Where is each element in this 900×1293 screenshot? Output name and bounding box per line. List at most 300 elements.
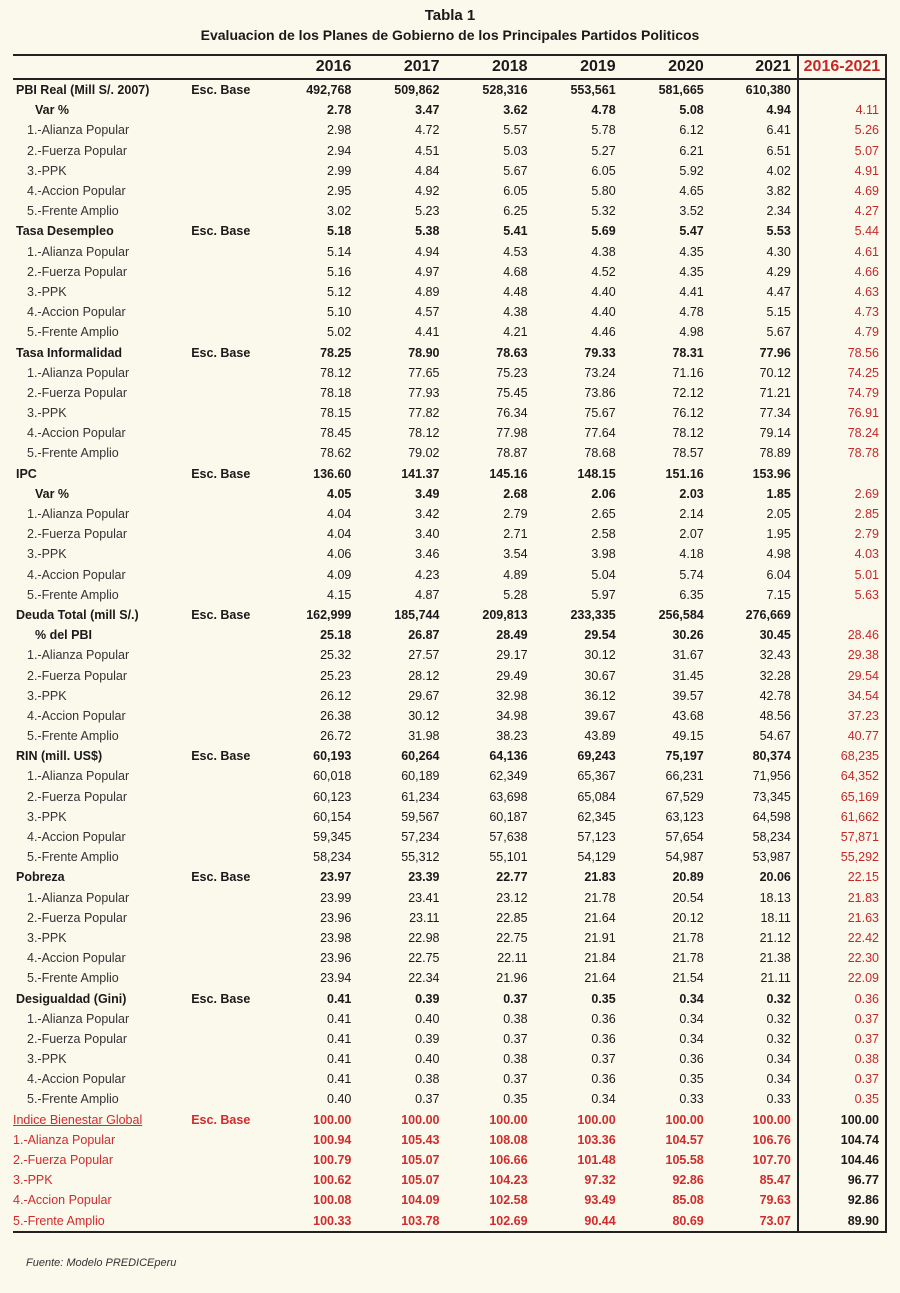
cell-value: 5.16: [327, 264, 352, 279]
row-label: 1.-Alianza Popular: [27, 648, 130, 663]
cell-value: 100.08: [313, 1193, 352, 1208]
cell-value: 0.34: [679, 991, 704, 1006]
cell-value: 21.96: [496, 971, 528, 986]
row-label: 3.-PPK: [27, 1052, 67, 1067]
cell-value: 21.64: [584, 971, 616, 986]
table-row: [13, 948, 886, 968]
cell-value: 54.67: [759, 729, 791, 744]
cell-value: 5.53: [766, 224, 791, 239]
scenario-label: [191, 383, 269, 403]
cell-value: 5.92: [679, 163, 704, 178]
cell-value: 4.53: [503, 244, 528, 259]
row-label: 2.-Fuerza Popular: [27, 143, 128, 158]
cell-value: 5.57: [503, 123, 528, 138]
cell-value: 5.03: [503, 143, 528, 158]
table-row: [13, 1069, 886, 1089]
cell-value: 0.35: [503, 1092, 528, 1107]
header-year-2019: 2019: [534, 55, 622, 79]
cell-value: 21.83: [584, 870, 616, 885]
cell-value: 0.37: [503, 1031, 528, 1046]
table-row: [13, 1029, 886, 1049]
cell-value: 64,598: [752, 809, 791, 824]
scenario-label: [191, 161, 269, 181]
row-label: 5.-Frente Amplio: [27, 325, 119, 340]
cell-value: 6.05: [503, 184, 528, 199]
header-year-2018: 2018: [445, 55, 533, 79]
cell-value: 4.89: [415, 284, 440, 299]
table-row: [13, 1170, 886, 1190]
indicator-row: [13, 746, 886, 766]
scenario-label: [191, 645, 269, 665]
cell-value: 22.75: [496, 930, 528, 945]
table-row: [13, 1009, 886, 1029]
cell-value: 4.57: [415, 305, 440, 320]
table-row: [13, 423, 886, 443]
scenario-label: [191, 766, 269, 786]
cell-value: 21.54: [672, 971, 704, 986]
cell-value: 78.87: [496, 446, 528, 461]
cell-value: 0.40: [327, 1092, 352, 1107]
cell-value: 39.57: [672, 688, 704, 703]
cell-period-average: 4.03: [798, 544, 886, 564]
table-row: [13, 807, 886, 827]
cell-value: 29.17: [496, 648, 528, 663]
cell-value: 106.76: [752, 1132, 791, 1147]
header-period-total: 2016-2021: [798, 55, 886, 79]
cell-value: 21.38: [759, 951, 791, 966]
cell-value: 4.97: [415, 264, 440, 279]
cell-value: 79.14: [759, 426, 791, 441]
cell-value: 153.96: [752, 466, 791, 481]
scenario-label: [191, 1009, 269, 1029]
table-row: [13, 242, 886, 262]
cell-value: 0.38: [503, 1011, 528, 1026]
cell-value: 4.84: [415, 163, 440, 178]
cell-value: 5.32: [591, 204, 616, 219]
cell-value: 4.89: [503, 567, 528, 582]
header-year-2021: 2021: [710, 55, 798, 79]
cell-value: 43.68: [672, 708, 704, 723]
table-row: [13, 302, 886, 322]
cell-value: 2.95: [327, 184, 352, 199]
cell-value: 78.25: [320, 345, 352, 360]
cell-value: 78.31: [672, 345, 704, 360]
cell-value: 4.52: [591, 264, 616, 279]
table-row: [13, 383, 886, 403]
scenario-label: [191, 363, 269, 383]
cell-value: 0.32: [766, 1011, 791, 1026]
table-body: [13, 79, 886, 1232]
row-label: 3.-PPK: [27, 930, 67, 945]
cell-value: 6.25: [503, 204, 528, 219]
cell-value: 6.04: [766, 567, 791, 582]
cell-value: 6.51: [766, 143, 791, 158]
cell-period-average: 89.90: [798, 1211, 886, 1232]
cell-value: 107.70: [752, 1153, 791, 1168]
cell-value: 65,084: [577, 789, 616, 804]
cell-value: 0.35: [591, 991, 616, 1006]
cell-period-average: 78.78: [798, 443, 886, 463]
cell-value: 28.49: [496, 628, 528, 643]
cell-value: 66,231: [665, 769, 704, 784]
cell-period-average: 4.91: [798, 161, 886, 181]
cell-value: 23.41: [408, 890, 440, 905]
row-label: 2.-Fuerza Popular: [27, 668, 128, 683]
row-label: 5.-Frente Amplio: [27, 971, 119, 986]
scenario-label: [191, 787, 269, 807]
cell-value: 4.94: [415, 244, 440, 259]
cell-period-average: 21.83: [798, 888, 886, 908]
cell-value: 5.28: [503, 587, 528, 602]
cell-value: 31.98: [408, 729, 440, 744]
cell-value: 108.08: [489, 1132, 528, 1147]
table-row: [13, 100, 886, 120]
cell-value: 18.13: [759, 890, 791, 905]
cell-value: 5.80: [591, 184, 616, 199]
cell-value: 77.98: [496, 426, 528, 441]
cell-value: 0.32: [766, 1031, 791, 1046]
table-row: [13, 363, 886, 383]
cell-period-average: [798, 464, 886, 484]
table-row: [13, 665, 886, 685]
cell-value: 4.09: [327, 567, 352, 582]
cell-value: 34.98: [496, 708, 528, 723]
cell-period-average: 104.74: [798, 1130, 886, 1150]
cell-value: 27.57: [408, 648, 440, 663]
cell-value: 85.47: [759, 1173, 791, 1188]
cell-value: 6.35: [679, 587, 704, 602]
row-label: 2.-Fuerza Popular: [27, 385, 128, 400]
scenario-label: Esc. Base: [191, 607, 251, 622]
cell-value: 58,234: [313, 850, 352, 865]
table-row: [13, 908, 886, 928]
table-row: [13, 766, 886, 786]
cell-value: 78.15: [320, 406, 352, 421]
cell-value: 26.12: [320, 688, 352, 703]
cell-value: 23.99: [320, 890, 352, 905]
cell-value: 23.96: [320, 951, 352, 966]
cell-value: 22.77: [496, 870, 528, 885]
scenario-label: [191, 544, 269, 564]
cell-value: 69,243: [577, 749, 616, 764]
cell-value: 48.56: [759, 708, 791, 723]
table-row: [13, 1150, 886, 1170]
table-row: [13, 706, 886, 726]
cell-period-average: [798, 605, 886, 625]
cell-value: 0.41: [327, 1031, 352, 1046]
scenario-label: [191, 968, 269, 988]
table-row: [13, 1190, 886, 1210]
table-row: [13, 120, 886, 140]
scenario-label: Esc. Base: [191, 749, 251, 764]
indicator-row: [13, 79, 886, 100]
cell-value: 5.08: [679, 103, 704, 118]
scenario-label: [191, 1049, 269, 1069]
cell-value: 21.84: [584, 951, 616, 966]
cell-value: 5.02: [327, 325, 352, 340]
table-row: [13, 524, 886, 544]
cell-value: 103.78: [357, 1211, 445, 1232]
table-row: [13, 282, 886, 302]
cell-value: 5.15: [766, 305, 791, 320]
cell-value: 5.78: [591, 123, 616, 138]
cell-value: 75,197: [665, 749, 704, 764]
cell-period-average: 22.30: [798, 948, 886, 968]
cell-value: 54,987: [665, 850, 704, 865]
cell-value: 100.00: [752, 1112, 791, 1127]
cell-value: 23.11: [409, 910, 440, 925]
cell-value: 39.67: [584, 708, 616, 723]
row-label: % del PBI: [35, 628, 92, 643]
table-row: [13, 1211, 886, 1232]
row-label: PBI Real (Mill S/. 2007): [16, 83, 150, 98]
row-label: 3.-PPK: [27, 284, 67, 299]
cell-value: 105.07: [401, 1153, 440, 1168]
cell-value: 3.46: [415, 547, 440, 562]
cell-value: 5.67: [503, 163, 528, 178]
row-label: 1.-Alianza Popular: [27, 244, 130, 259]
cell-value: 6.05: [591, 163, 616, 178]
table-row: [13, 201, 886, 221]
cell-value: 58,234: [752, 830, 791, 845]
cell-value: 78.63: [496, 345, 528, 360]
cell-value: 0.37: [503, 1072, 528, 1087]
row-label: 1.-Alianza Popular: [27, 365, 130, 380]
cell-value: 185,744: [394, 607, 440, 622]
cell-value: 97.32: [584, 1173, 616, 1188]
scenario-label: [191, 282, 269, 302]
cell-value: 0.34: [591, 1092, 616, 1107]
cell-value: 71.16: [672, 365, 704, 380]
scenario-label: Esc. Base: [191, 1112, 251, 1127]
cell-value: 0.33: [766, 1092, 791, 1107]
cell-value: 60,123: [313, 789, 352, 804]
cell-value: 492,768: [306, 83, 352, 98]
cell-value: 4.02: [766, 163, 791, 178]
cell-value: 2.94: [327, 143, 352, 158]
cell-value: 105.43: [401, 1132, 440, 1147]
cell-value: 5.97: [591, 587, 616, 602]
cell-value: 21.12: [759, 930, 791, 945]
indicator-row: [13, 1110, 886, 1130]
cell-value: 29.49: [496, 668, 528, 683]
cell-value: 18.11: [760, 910, 791, 925]
header-blank: [13, 55, 191, 79]
cell-value: 5.12: [327, 284, 352, 299]
row-label: 1.-Alianza Popular: [13, 1132, 116, 1147]
scenario-label: [191, 928, 269, 948]
cell-value: 79.33: [584, 345, 616, 360]
table-row: [13, 787, 886, 807]
cell-value: 60,154: [313, 809, 352, 824]
cell-value: 0.37: [415, 1092, 440, 1107]
cell-value: 3.49: [415, 486, 440, 501]
cell-value: 23.97: [320, 870, 352, 885]
cell-period-average: 4.61: [798, 242, 886, 262]
cell-value: 4.41: [679, 284, 704, 299]
cell-value: 32.43: [759, 648, 791, 663]
cell-value: 38.23: [496, 729, 528, 744]
cell-value: 20.54: [672, 890, 704, 905]
scenario-label: [191, 948, 269, 968]
cell-value: 2.07: [679, 527, 704, 542]
cell-value: 0.35: [679, 1072, 704, 1087]
cell-value: 2.78: [327, 103, 352, 118]
cell-value: 3.54: [503, 547, 528, 562]
cell-value: 30.12: [408, 708, 440, 723]
cell-value: 25.23: [320, 668, 352, 683]
scenario-label: Esc. Base: [191, 83, 251, 98]
scenario-label: [191, 1130, 269, 1150]
scenario-label: [191, 1170, 269, 1190]
cell-value: 4.94: [766, 103, 791, 118]
cell-value: 73.86: [584, 385, 616, 400]
table-row: [13, 827, 886, 847]
cell-value: 21.91: [584, 930, 616, 945]
scenario-label: [191, 504, 269, 524]
cell-value: 0.33: [679, 1092, 704, 1107]
cell-value: 21.11: [760, 971, 791, 986]
row-label: 3.-PPK: [27, 688, 67, 703]
row-label: 4.-Accion Popular: [27, 305, 126, 320]
cell-period-average: 61,662: [798, 807, 886, 827]
cell-value: 0.34: [679, 1011, 704, 1026]
cell-value: 0.32: [766, 991, 791, 1006]
scenario-label: [191, 1190, 269, 1210]
cell-value: 21.78: [672, 951, 704, 966]
row-label: Var %: [35, 103, 70, 118]
cell-period-average: 64,352: [798, 766, 886, 786]
cell-period-average: 2.79: [798, 524, 886, 544]
cell-value: 4.87: [415, 587, 440, 602]
row-label: 3.-PPK: [13, 1173, 53, 1188]
cell-value: 4.78: [679, 305, 704, 320]
cell-value: 55,101: [489, 850, 528, 865]
cell-period-average: 22.42: [798, 928, 886, 948]
cell-value: 78.45: [320, 426, 352, 441]
cell-period-average: 22.15: [798, 867, 886, 887]
cell-value: 0.36: [591, 1011, 616, 1026]
cell-value: 100.94: [313, 1132, 352, 1147]
row-label: Tasa Informalidad: [16, 345, 123, 360]
cell-value: 4.04: [327, 507, 352, 522]
cell-value: 62,349: [489, 769, 528, 784]
table-row: [13, 1130, 886, 1150]
cell-value: 78.68: [584, 446, 616, 461]
cell-value: 65,367: [577, 769, 616, 784]
cell-value: 73.24: [584, 365, 616, 380]
cell-value: 31.45: [672, 668, 704, 683]
cell-value: 102.58: [489, 1193, 528, 1208]
cell-value: 77.93: [408, 385, 440, 400]
row-label: Var %: [35, 486, 70, 501]
row-label: 5.-Frente Amplio: [27, 587, 119, 602]
cell-value: 0.37: [591, 1052, 616, 1067]
scenario-label: [191, 1029, 269, 1049]
cell-value: 0.41: [327, 1052, 352, 1067]
cell-value: 3.52: [679, 204, 704, 219]
cell-value: 78.18: [320, 385, 352, 400]
table-row: [13, 928, 886, 948]
cell-value: 2.98: [327, 123, 352, 138]
cell-value: 93.49: [584, 1193, 616, 1208]
cell-period-average: 100.00: [798, 1110, 886, 1130]
cell-value: 23.39: [408, 870, 440, 885]
cell-value: 43.89: [584, 729, 616, 744]
cell-value: 63,698: [489, 789, 528, 804]
indicator-row: [13, 464, 886, 484]
cell-value: 100.00: [313, 1112, 352, 1127]
table-row: [13, 968, 886, 988]
table-row: [13, 645, 886, 665]
cell-period-average: 0.36: [798, 988, 886, 1008]
cell-period-average: 28.46: [798, 625, 886, 645]
cell-value: 4.38: [503, 305, 528, 320]
cell-value: 30.12: [584, 648, 616, 663]
cell-value: 60,264: [401, 749, 440, 764]
cell-value: 4.35: [679, 244, 704, 259]
cell-value: 100.00: [665, 1112, 704, 1127]
cell-value: 60,187: [489, 809, 528, 824]
cell-period-average: 0.37: [798, 1069, 886, 1089]
cell-value: 57,638: [489, 830, 528, 845]
row-label: 4.-Accion Popular: [27, 830, 126, 845]
cell-value: 4.47: [766, 284, 791, 299]
cell-value: 100.00: [401, 1112, 440, 1127]
cell-value: 71.21: [759, 385, 791, 400]
table-row: [13, 847, 886, 867]
cell-value: 4.38: [591, 244, 616, 259]
cell-value: 209,813: [482, 607, 528, 622]
row-label: 2.-Fuerza Popular: [27, 910, 128, 925]
cell-value: 553,561: [570, 83, 616, 98]
cell-value: 36.12: [584, 688, 616, 703]
cell-period-average: 0.35: [798, 1089, 886, 1109]
cell-period-average: 37.23: [798, 706, 886, 726]
table-row: [13, 686, 886, 706]
scenario-label: [191, 625, 269, 645]
row-label: Indice Bienestar Global: [13, 1112, 143, 1127]
cell-value: 5.38: [415, 224, 440, 239]
cell-value: 78.89: [759, 446, 791, 461]
cell-value: 4.78: [591, 103, 616, 118]
cell-value: 60,189: [401, 769, 440, 784]
cell-value: 4.68: [503, 264, 528, 279]
table-row: [13, 504, 886, 524]
scenario-label: [191, 141, 269, 161]
cell-value: 103.36: [577, 1132, 616, 1147]
cell-value: 102.69: [445, 1211, 533, 1232]
cell-period-average: 2.85: [798, 504, 886, 524]
cell-period-average: 0.38: [798, 1049, 886, 1069]
row-label: 4.-Accion Popular: [27, 1072, 126, 1087]
cell-value: 233,335: [570, 607, 616, 622]
cell-value: 21.78: [584, 890, 616, 905]
scenario-label: [191, 827, 269, 847]
cell-period-average: 4.11: [798, 100, 886, 120]
cell-value: 4.40: [591, 284, 616, 299]
cell-value: 29.54: [584, 628, 616, 643]
cell-value: 75.23: [496, 365, 528, 380]
cell-value: 78.90: [408, 345, 440, 360]
cell-value: 78.62: [320, 446, 352, 461]
row-label: 1.-Alianza Popular: [27, 123, 130, 138]
cell-value: 79.63: [759, 1193, 791, 1208]
scenario-label: [191, 686, 269, 706]
cell-period-average: 96.77: [798, 1170, 886, 1190]
cell-value: 2.14: [679, 507, 704, 522]
cell-period-average: 22.09: [798, 968, 886, 988]
